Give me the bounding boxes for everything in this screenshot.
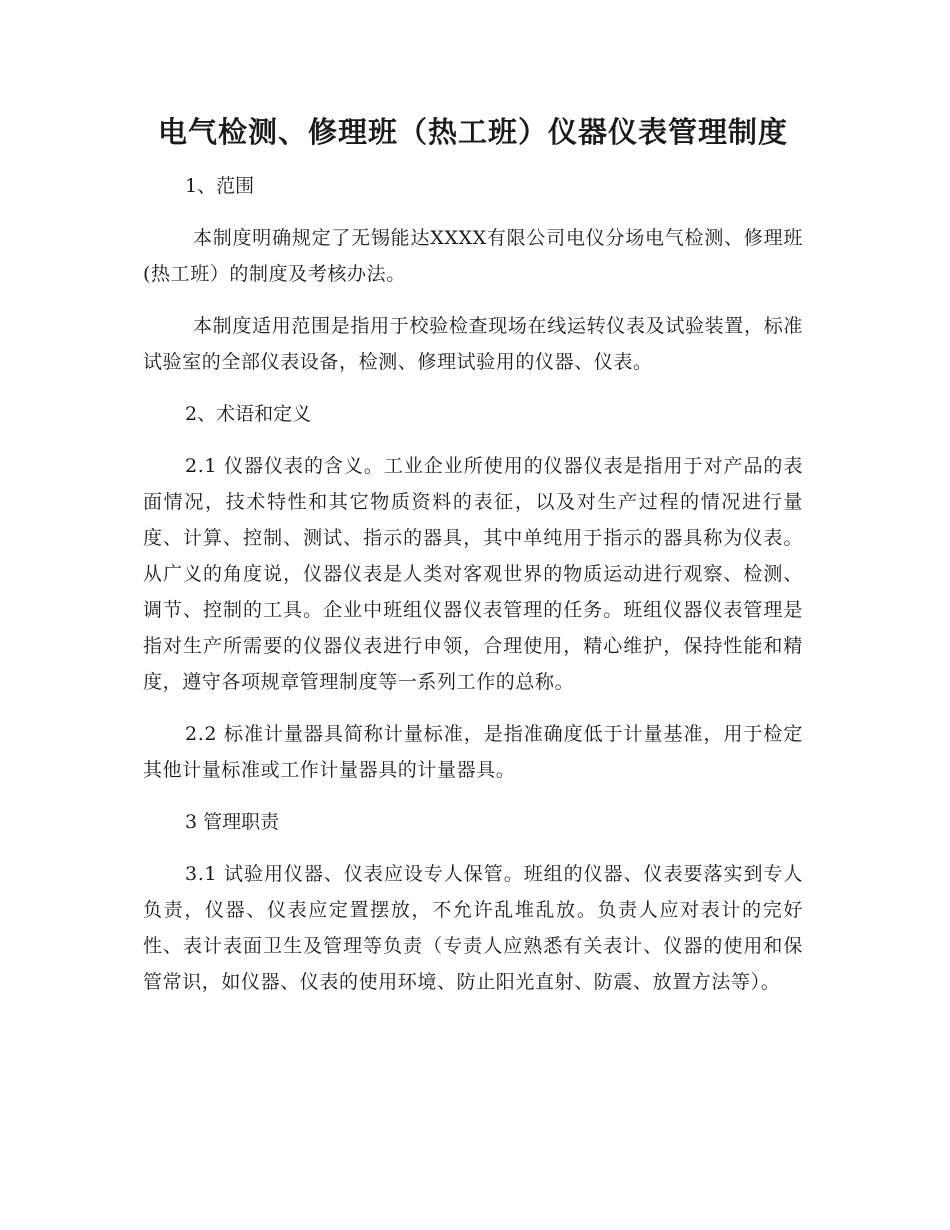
section-1-heading: 1、范围	[185, 175, 255, 197]
section-3-heading: 3 管理职责	[185, 811, 280, 833]
section-2-paragraph-2: 2.2 标准计量器具简称计量标准，是指准确度低于计量基准，用于检定其他计量标准或工作计量器具的计量器具。	[143, 723, 803, 781]
section-3-paragraph-1: 3.1 试验用仪器、仪表应设专人保管。班组的仪器、仪表要落实到专人负责，仪器、仪表应定置摆放，不允许乱堆乱放。负责人应对表计的完好性、表计表面卫生及管理等负责（专责人应熟悉有关表计、仪器的使用和保管常识，如仪器、仪表的使用环境、防止阳光直射、防震、放置方法等）。	[143, 863, 803, 993]
document-title: 电气检测、修理班（热工班）仪器仪表管理制度	[157, 115, 788, 149]
section-1-paragraph-1: 本制度明确规定了无锡能达XXXX有限公司电仪分场电气检测、修理班(热工班）的制度及考核办法。	[143, 227, 803, 285]
document-page	[143, 110, 803, 1016]
section-2-heading: 2、术语和定义	[185, 403, 312, 425]
section-2-paragraph-1: 2.1 仪器仪表的含义。工业企业所使用的仪器仪表是指用于对产品的表面情况，技术特性和其它物质资料的表征，以及对生产过程的情况进行量度、计算、控制、测试、指示的器具，其中单纯用于指示的器具称为仪表。从广义的角度说，仪器仪表是人类对客观世界的物质运动进行观察、检测、调节、控制的工具。企业中班组仪器仪表管理的任务。班组仪器仪表管理是指对生产所需要的仪器仪表进行申领，合理使用，精心维护，保持性能和精度，遵守各项规章管理制度等一系列工作的总称。	[143, 455, 803, 693]
section-1-paragraph-2: 本制度适用范围是指用于校验检查现场在线运转仪表及试验装置，标准试验室的全部仪表设备，检测、修理试验用的仪器、仪表。	[143, 315, 803, 373]
